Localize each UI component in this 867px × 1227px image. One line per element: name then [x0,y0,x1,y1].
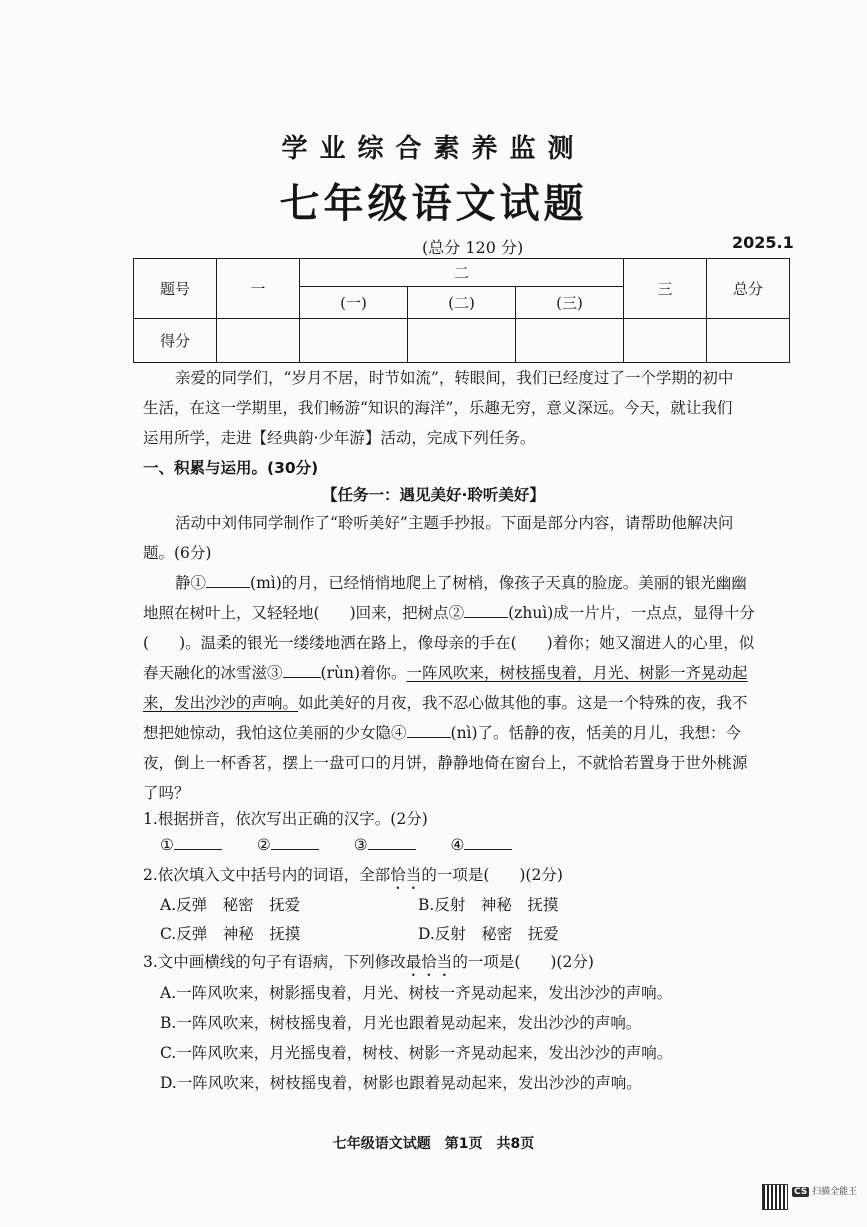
part-two-header: 二 [300,259,624,287]
score-cell-3 [624,319,707,363]
passage-line-5: 来，发出沙沙的声响。如此美好的月夜，我不忍心做其他的事。这是一个特殊的夜，我不 [143,694,748,712]
q3-option-d: D.一阵风吹来，树枝摇曳着，树影也跟着晃动起来，发出沙沙的声响。 [160,1074,642,1092]
qr-code-icon [762,1184,788,1210]
score-cell-1 [217,319,300,363]
question-1: 1.根据拼音，依次写出正确的汉字。(2分) [143,810,428,828]
task-one-desc-2: 题。(6分) [143,544,212,562]
question-2: 2.依次填入文中括号内的词语，全部恰当的一项是( )(2分) [143,866,563,884]
task-one-title: 【任务一：遇见美好·聆听美好】 [322,486,545,504]
blank-4 [407,723,451,738]
intro-line-2: 生活，在这一学期里，我们畅游“知识的海洋”，乐趣无穷，意义深远。今天，就让我们 [143,399,733,417]
answer-slot-3[interactable] [368,835,416,850]
part-two-sub3: (三) [516,287,624,319]
blank-2 [464,603,508,618]
score-cell-2-3 [516,319,624,363]
q2-option-d: D.反射 秘密 抚爱 [418,925,559,943]
task-one-desc-1: 活动中刘伟同学制作了“聆听美好”主题手抄报。下面是部分内容，请帮助他解决问 [175,514,734,532]
answer-slot-1[interactable] [174,835,222,850]
section-one-heading: 一、积累与运用。(30分) [143,459,319,477]
score-cell-2-2 [408,319,516,363]
total-score-label: (总分 120 分) [422,238,524,257]
exam-title: 七年级语文试题 [279,180,588,227]
q2-option-c: C.反弹 神秘 抚摸 [160,925,301,943]
part-one-header: 一 [217,259,300,319]
answer-slot-4[interactable] [464,835,512,850]
blank-3 [283,663,321,678]
part-two-sub2: (二) [408,287,516,319]
score-row-label: 得分 [134,319,217,363]
score-table [133,258,790,363]
q3-option-c: C.一阵风吹来，月光摇曳着，树枝、树影一齐晃动起来，发出沙沙的声响。 [160,1044,673,1062]
part-three-header: 三 [624,259,707,319]
intro-line-1: 亲爱的同学们，“岁月不居，时节如流”，转眼间，我们已经度过了一个学期的初中 [175,369,734,387]
passage-line-1: 静① (mì)的月，已经悄悄地爬上了树梢，像孩子天真的脸庞。美丽的银光幽幽 [175,574,747,592]
q3-option-a: A.一阵风吹来，树影摇曳着，月光、树枝一齐晃动起来，发出沙沙的声响。 [160,984,673,1002]
passage-line-6: 想把她惊动，我怕这位美丽的少女隐④ (nì)了。恬静的夜，恬美的月儿，我想：今 [143,724,742,742]
underlined-sentence-part-1: 一阵风吹来，树枝摇曳着，月光、树影一齐晃动起 [406,664,748,682]
q2-option-a: A.反弹 秘密 抚爱 [160,896,301,914]
score-cell-total [707,319,790,363]
exam-date: 2025.1 [732,233,794,252]
blank-1 [206,573,250,588]
q2-option-b: B.反射 神秘 抚摸 [418,896,559,914]
passage-line-7: 夜，倒上一杯香茗，摆上一盘可口的月饼，静静地倚在窗台上，不就恰若置身于世外桃源 [143,754,748,772]
scanner-logo-icon: CS [794,1187,808,1197]
underlined-sentence-part-2: 来，发出沙沙的声响。 [143,694,299,712]
page-footer: 七年级语文试题 第1页 共8页 [332,1136,535,1152]
question-3: 3.文中画横线的句子有语病，下列修改最恰当的一项是( )(2分) [143,953,594,971]
passage-line-4: 春天融化的冰雪滋③ (rùn)着你。一阵风吹来，树枝摇曳着，月光、树影一齐晃动起 [143,664,748,682]
q3-option-b: B.一阵风吹来，树枝摇曳着，月光也跟着晃动起来，发出沙沙的声响。 [160,1014,642,1032]
score-cell-2-1 [300,319,408,363]
scanner-watermark: CS 扫描全能王 [794,1187,858,1197]
total-header: 总分 [707,259,790,319]
passage-line-2: 地照在树叶上，又轻轻地( )回来，把树点② (zhuì)成一片片，一点点，显得十分 [143,604,755,622]
question-number-label: 题号 [134,259,217,319]
part-two-sub1: (一) [300,287,408,319]
intro-line-3: 运用所学，走进【经典韵·少年游】活动，完成下列任务。 [143,429,536,447]
answer-slot-2[interactable] [271,835,319,850]
passage-line-3: ( )。温柔的银光一缕缕地洒在路上，像母亲的手在( )着你；她又溜进人的心里，似 [143,634,755,652]
exam-series-title: 学业综合素养监测 [281,134,586,164]
question-1-answers: ① ② ③ ④ [160,835,800,854]
passage-line-8: 了吗？ [143,784,190,802]
